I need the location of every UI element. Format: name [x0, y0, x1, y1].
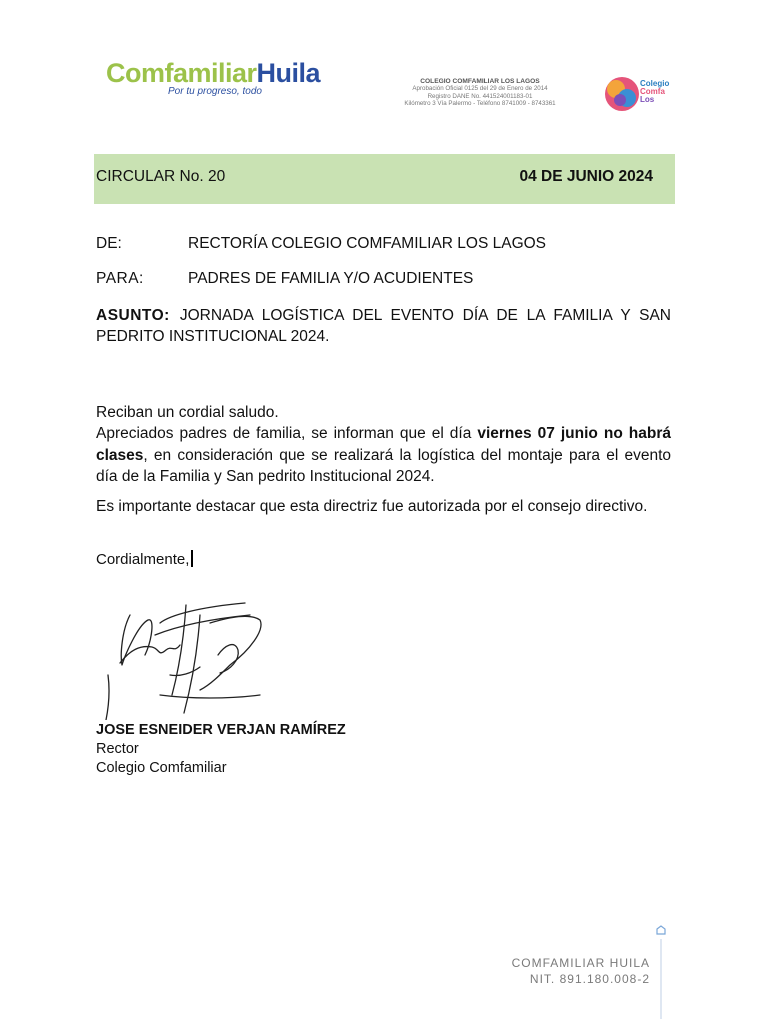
school-info: [380, 78, 580, 108]
para-value: PADRES DE FAMILIA Y/O ACUDIENTES: [188, 270, 474, 287]
signer-block: [96, 721, 346, 778]
brand-part-1: Comfamiliar: [106, 58, 257, 88]
brand-part-2: uila: [275, 58, 321, 88]
asunto: [96, 305, 671, 347]
seal-line-1: Colegio: [640, 79, 670, 88]
asunto-value: JORNADA LOGÍSTICA DEL EVENTO DÍA DE LA FAMILIA Y SAN PEDRITO INSTITUCIONAL 2024.: [96, 307, 671, 345]
circular-date: 04 DE JUNIO 2024: [519, 168, 653, 185]
brand-h-icon: H: [256, 58, 276, 88]
de-value: RECTORÍA COLEGIO COMFAMILIAR LOS LAGOS: [188, 235, 547, 252]
circular-band: [94, 154, 675, 204]
de-label: DE:: [96, 235, 122, 252]
closing: [96, 550, 193, 568]
handwritten-signature: [100, 595, 300, 720]
seal-text: [640, 80, 669, 104]
paragraph-2: Es importante destacar que esta directriz fue autorizada por el consejo directivo.: [96, 498, 648, 515]
brand-wordmark: [106, 58, 356, 88]
circular-number: CIRCULAR No. 20: [96, 168, 226, 185]
vigilado-supersubsidio-icon: [652, 925, 670, 1025]
footer-line-2: NIT. 891.180.008-2: [529, 972, 650, 986]
para-row: [96, 270, 671, 290]
greeting: Reciban un cordial saludo.: [96, 404, 279, 421]
para-label: PARA:: [96, 270, 144, 287]
p1-end: , en consideración que se realizará la logística del montaje para el evento día de la Familia y San pedrito Institucional 2024.: [96, 446, 671, 485]
school-approval: Aprobación Oficial 0125 del 29 de Enero de 2014: [412, 85, 548, 93]
footer: [480, 955, 650, 987]
asunto-label: ASUNTO:: [96, 307, 170, 324]
school-dane: Registro DANE No. 441524001183-01: [427, 92, 533, 100]
school-name: COLEGIO COMFAMILIAR LOS LAGOS: [420, 78, 540, 85]
seal-line-3: Los: [640, 95, 655, 104]
signer-org: Colegio Comfamiliar: [96, 760, 227, 776]
seal-globe-icon: [602, 72, 642, 118]
seal-line-2: Comfa: [640, 87, 665, 96]
p1-start: Apreciados padres de familia, se informan que el día: [96, 425, 478, 442]
p1-bold: viernes 07 junio no habrá clases: [96, 425, 671, 464]
de-row: [96, 235, 671, 255]
paragraph-1: [96, 423, 671, 488]
signer-name: JOSE ESNEIDER VERJAN RAMÍREZ: [96, 722, 346, 738]
signer-role: Rector: [96, 741, 139, 757]
footer-line-1: COMFAMILIAR HUILA: [511, 956, 650, 970]
brand-tagline: Por tu progreso, todo: [168, 86, 262, 97]
closing-text: Cordialmente,: [96, 551, 190, 568]
school-seal-logo: [602, 72, 674, 118]
comfamiliar-huila-logo: [106, 58, 356, 122]
school-address: Kilómetro 3 Vía Palermo - Teléfono 8741009 - 8743361: [404, 100, 556, 108]
text-caret: [191, 550, 193, 567]
